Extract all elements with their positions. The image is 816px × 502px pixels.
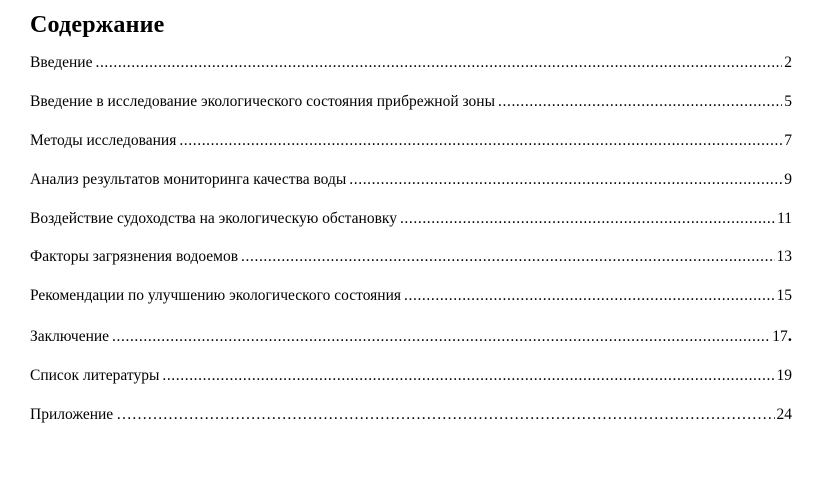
toc-entry[interactable] xyxy=(30,287,792,305)
toc-entry-label: Воздействие судоходства на экологическую обстановку xyxy=(30,209,397,227)
toc-entry-page: 7 xyxy=(784,132,792,150)
toc-entry-label: Заключение xyxy=(30,328,110,346)
toc-leader-dots xyxy=(498,93,782,111)
toc-entry[interactable] xyxy=(30,367,792,385)
toc-entry[interactable] xyxy=(30,54,792,72)
toc-entry-label: Список литературы xyxy=(30,366,160,384)
toc-entry-label: Анализ результатов мониторинга качества воды xyxy=(30,170,347,188)
toc-entry[interactable] xyxy=(30,326,792,346)
toc-entry-page: 15 xyxy=(776,287,792,305)
toc-entry[interactable] xyxy=(30,210,792,228)
toc-entry[interactable] xyxy=(30,171,792,189)
toc-entry-page: 17 xyxy=(772,328,788,346)
toc-entry-page: 24 xyxy=(776,405,792,423)
toc-leader-dots xyxy=(179,132,782,150)
toc-entry-page: 11 xyxy=(777,209,792,227)
toc-entry[interactable] xyxy=(30,406,792,424)
toc-entry-trailing-dot: . xyxy=(787,326,792,346)
toc-entry[interactable] xyxy=(30,248,792,266)
toc-entry-page: 9 xyxy=(784,170,792,188)
toc-leader-dots xyxy=(112,328,770,346)
toc-entry-label: Факторы загрязнения водоемов xyxy=(30,248,239,266)
toc-leader-dots xyxy=(162,367,774,385)
table-of-contents xyxy=(24,54,792,423)
toc-entry-label: Введение xyxy=(30,54,93,72)
toc-entry[interactable] xyxy=(30,93,792,111)
toc-entry-page: 2 xyxy=(784,54,792,72)
toc-leader-ellipsis xyxy=(116,406,774,424)
toc-entry-page: 19 xyxy=(776,366,792,384)
toc-entry-page: 13 xyxy=(776,248,792,266)
page-title: Содержание xyxy=(30,12,165,38)
toc-leader-dots xyxy=(95,54,782,72)
toc-leader-dots xyxy=(241,248,774,266)
toc-entry[interactable] xyxy=(30,132,792,150)
toc-entry-label: Приложение xyxy=(30,405,114,423)
toc-entry-page: 5 xyxy=(784,93,792,111)
toc-entry-label: Методы исследования xyxy=(30,132,177,150)
toc-leader-dots xyxy=(349,171,782,189)
toc-leader-dots xyxy=(404,287,774,305)
toc-entry-label: Введение в исследование экологического состояния прибрежной зоны xyxy=(30,93,496,111)
toc-leader-dots xyxy=(400,210,775,228)
toc-entry-label: Рекомендации по улучшению экологического состояния xyxy=(30,287,402,305)
